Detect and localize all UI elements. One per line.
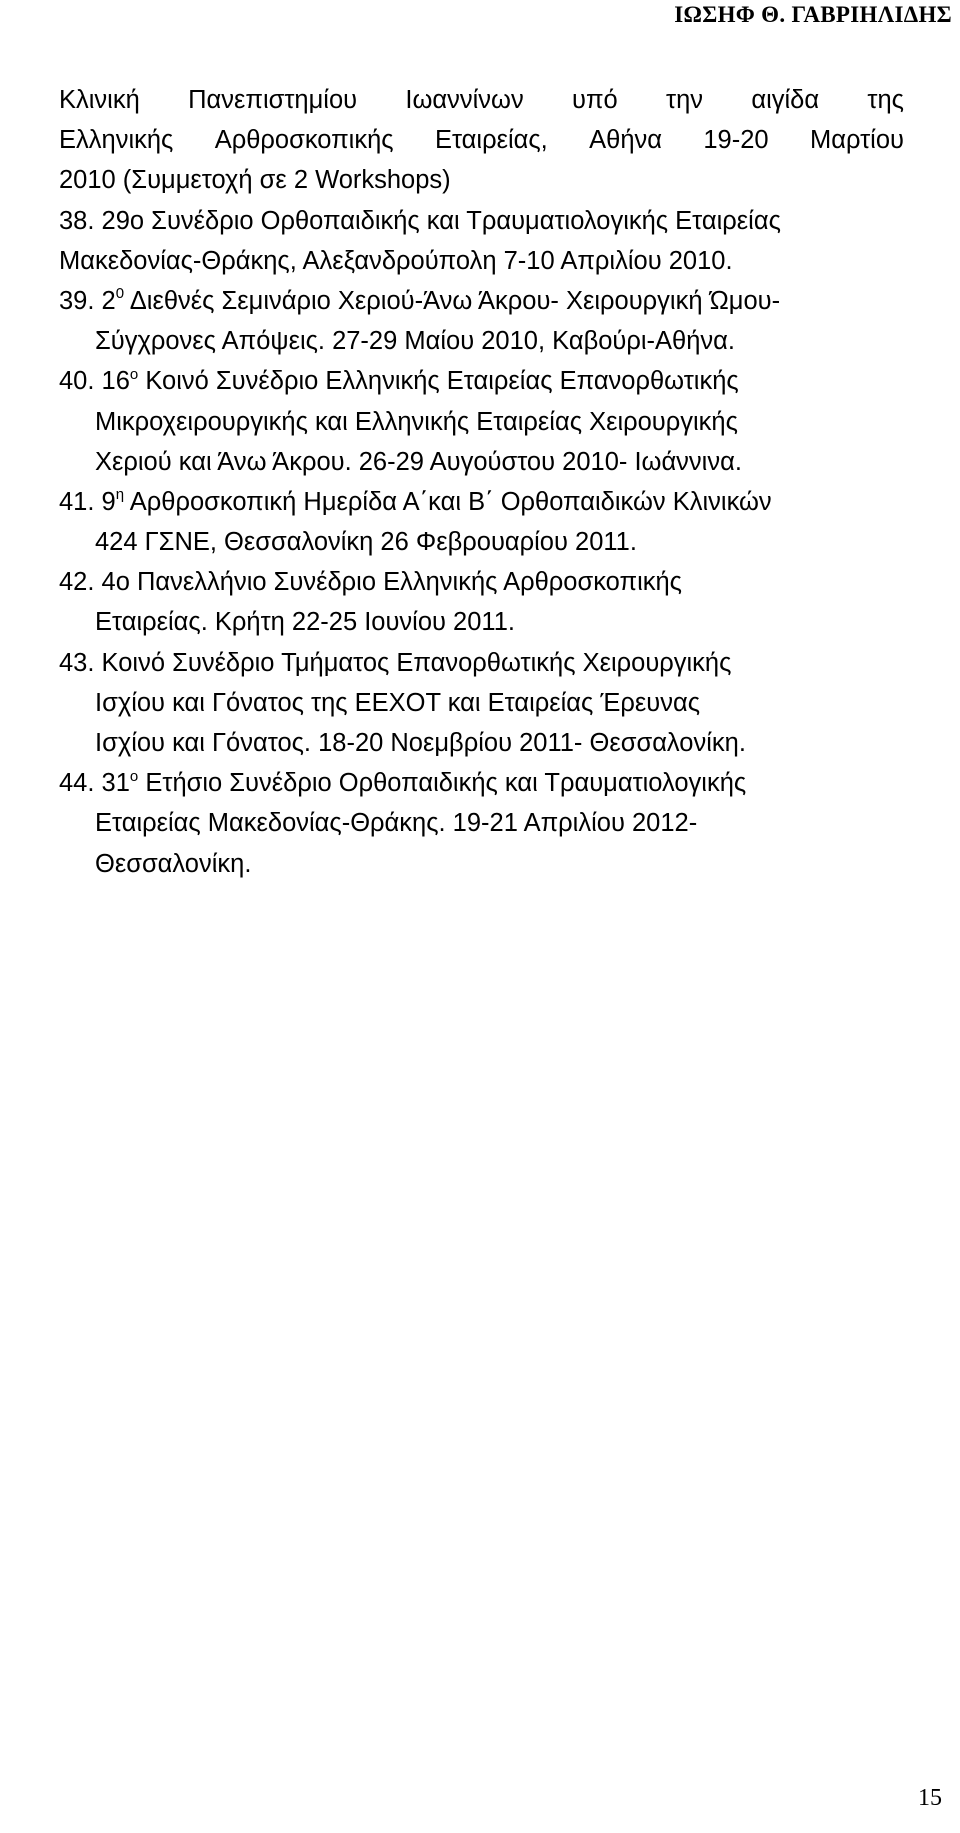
item-text: Ετήσιο Συνέδριο Ορθοπαιδικής και Τραυματιολογικής (145, 769, 747, 798)
item-number: 43. (59, 648, 95, 677)
conference-list (59, 80, 904, 884)
list-item-38 (59, 201, 904, 241)
word: την (666, 86, 704, 114)
item-number: 39. (59, 286, 95, 315)
list-item-line: Μικροχειρουργικής και Ελληνικής Εταιρείας Χειρουργικής (95, 407, 738, 436)
ordinal: $31^o$ (101, 767, 139, 798)
item-number: 44. (59, 769, 95, 798)
list-item-line (59, 120, 904, 160)
item-text: Διεθνές Σεμινάριο Χεριού-Άνω Άκρου- Χειρουργική Ώμου- (129, 286, 781, 315)
list-item-line: Θεσσαλονίκη. (95, 849, 252, 878)
list-item-line: 2010 (Συμμετοχή σε 2 Workshops) (59, 166, 451, 195)
list-item-line: Μακεδονίας-Θράκης, Αλεξανδρούπολη 7-10 Απριλίου 2010. (59, 246, 733, 275)
list-item-43 (59, 643, 904, 683)
item-number: 41. (59, 487, 95, 516)
page-header-author: ΙΩΣΗΦ Θ. ΓΑΒΡΙΗΛΙΔΗΣ (674, 2, 952, 27)
word: υπό (572, 86, 618, 114)
word: Αθήνα (589, 126, 662, 155)
ordinal: $16^o$ (101, 365, 139, 396)
list-item-line: 424 ΓΣΝΕ, Θεσσαλονίκη 26 Φεβρουαρίου 2011. (95, 528, 637, 557)
word: της (867, 86, 904, 114)
word: Αρθροσκοπικής (214, 126, 394, 155)
word: Κλινική (59, 86, 140, 114)
list-item-line: Ισχίου και Γόνατος. 18-20 Νοεμβρίου 2011- Θεσσαλονίκη. (95, 729, 746, 757)
word: Ελληνικής (59, 126, 174, 155)
word: Ιωαννίνων (405, 86, 524, 114)
item-text: Κοινό Συνέδριο Ελληνικής Εταιρείας Επανορθωτικής (145, 367, 739, 396)
list-item-line: Εταιρείας. Κρήτη 22-25 Ιουνίου 2011. (95, 608, 515, 637)
word: Εταιρείας, (434, 126, 548, 155)
ordinal: $2^0$ (101, 285, 125, 315)
list-item-line: Εταιρείας Μακεδονίας-Θράκης. 19-21 Απριλίου 2012- (95, 809, 698, 838)
list-item-line (59, 80, 904, 120)
list-item-line: Ισχίου και Γόνατος της ΕΕΧΟΤ και Εταιρείας Έρευνας (95, 688, 701, 717)
ordinal: $9^\eta$ (101, 486, 125, 516)
item-number: 38. (59, 206, 95, 235)
list-item-41 (59, 482, 904, 522)
word: αιγίδα (751, 86, 820, 114)
item-text: Αρθροσκοπική Ημερίδα Α΄και Β΄ Ορθοπαιδικών Κλινικών (129, 487, 772, 516)
word: Μαρτίου (809, 126, 904, 155)
list-item-44 (59, 763, 904, 803)
word: 19-20 (703, 126, 769, 155)
list-item-39 (59, 281, 904, 321)
item-text: 29ο Συνέδριο Ορθοπαιδικής και Τραυματιολογικής Εταιρείας (101, 206, 781, 235)
list-item-line: Χεριού και Άνω Άκρου. 26-29 Αυγούστου 2010- Ιωάννινα. (95, 447, 742, 476)
page-number: 15 (918, 1785, 942, 1811)
word: Πανεπιστημίου (188, 86, 358, 114)
list-item-line: Σύγχρονες Απόψεις. 27-29 Μαίου 2010, Καβούρι-Αθήνα. (95, 327, 735, 356)
item-number: 42. (59, 568, 95, 597)
item-number: 40. (59, 367, 95, 396)
item-text: 4ο Πανελλήνιο Συνέδριο Ελληνικής Αρθροσκοπικής (101, 568, 682, 597)
list-item-42 (59, 562, 904, 602)
list-item-40 (59, 361, 904, 401)
item-text: Κοινό Συνέδριο Τμήματος Επανορθωτικής Χειρουργικής (101, 648, 732, 677)
